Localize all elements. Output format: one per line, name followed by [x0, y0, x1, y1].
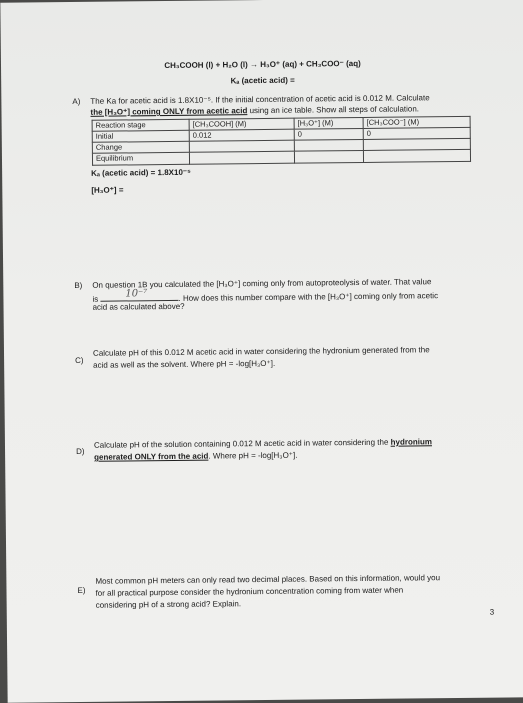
part-d-emphasis-2: generated ONLY from the acid	[94, 451, 209, 462]
part-c-line2: acid as well as the solvent. Where pH = -log[H₃O⁺].	[93, 358, 276, 370]
handwritten-answer: 10⁻⁷	[125, 288, 148, 300]
ice-cell	[189, 152, 294, 164]
part-d-rest: . Where pH = -log[H₃O⁺].	[208, 450, 298, 461]
ka-value: Kₐ (acetic acid) = 1.8X10⁻⁵	[91, 167, 191, 178]
ice-header-stage: Reaction stage	[92, 119, 189, 131]
part-c-label: C)	[75, 355, 84, 365]
part-b-suffix: . How does this number compare with the [H₃O⁺] coming only from acetic	[178, 291, 439, 303]
ice-cell: 0	[363, 127, 470, 139]
part-b-line3: acid as calculated above?	[92, 301, 185, 312]
ka-expression: Kₐ (acetic acid) =	[230, 75, 295, 86]
part-d-prefix: Calculate pH of the solution containing 0.012 M acetic acid in water considering the	[93, 437, 391, 450]
ice-header-acetate: [CH₃COO⁻] (M)	[363, 116, 470, 128]
ice-table	[92, 116, 471, 165]
ice-header-acid: [CH₃COOH] (M)	[189, 118, 294, 130]
reaction-equation: CH₃COOH (l) + H₂O (l) → H₃O⁺ (aq) + CH₃COO⁻ (aq)	[164, 58, 361, 71]
ice-cell: Equilibrium	[92, 153, 189, 165]
part-b-prefix: is	[92, 294, 99, 304]
page-number: 3	[489, 607, 495, 617]
part-a-line1: The Ka for acetic acid is 1.8X10⁻⁵. If the initial concentration of acetic acid is 0.012 M. Calculate	[90, 93, 430, 106]
part-a-line2-rest: using an ice table. Show all steps of calculation.	[247, 104, 420, 116]
ice-cell	[294, 151, 363, 163]
part-a-label: A)	[72, 96, 81, 107]
ice-cell	[294, 140, 363, 152]
ice-cell: Change	[92, 142, 189, 154]
part-d-emphasis-1: hydronium	[390, 437, 432, 447]
part-e-line3: considering pH of a strong acid? Explain.	[95, 599, 242, 610]
part-b-label: B)	[74, 280, 83, 290]
part-e-line1: Most common pH meters can only read two decimal places. Based on this information, would you	[95, 573, 441, 586]
part-e-label: E)	[77, 585, 86, 595]
part-d-label: D)	[76, 446, 85, 456]
hydronium-equals: [H₃O⁺] =	[91, 185, 124, 195]
ice-cell: 0	[294, 129, 363, 141]
ice-header-hydronium: [H₃O⁺] (M)	[294, 117, 363, 129]
part-e-line2: for all practical purpose consider the hydronium concentration coming from water when	[95, 585, 404, 598]
ice-cell	[363, 150, 470, 162]
ice-cell: 0.012	[189, 129, 294, 141]
part-a-emphasis: the [H₃O⁺] coming ONLY from acetic acid	[90, 106, 248, 117]
part-c-line1: Calculate pH of this 0.012 M acetic acid in water considering the hydronium generated from the	[92, 345, 430, 358]
ice-cell: Initial	[92, 130, 189, 142]
part-b-line1: On question 1B you calculated the [H₃O⁺] coming only from autoproteolysis of water. That value	[92, 277, 432, 290]
